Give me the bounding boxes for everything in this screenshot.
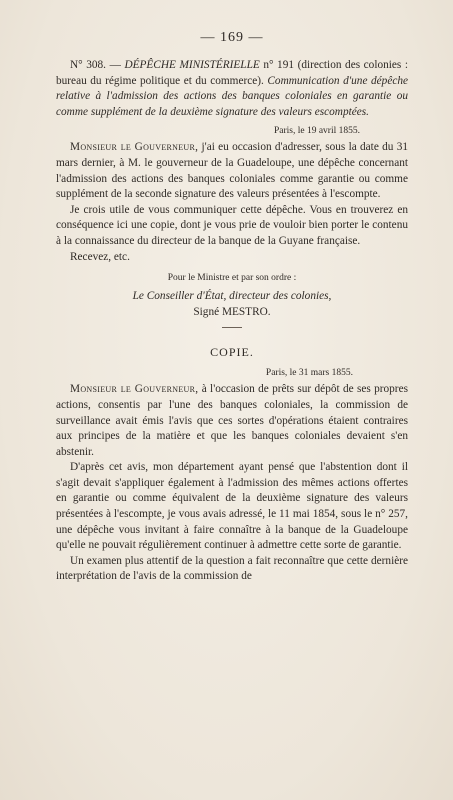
letter-1-salutation: Monsieur le Gouverneur, [70,141,199,154]
letter-1-paragraph-1 [56,140,408,202]
page-number: — 169 — [200,30,264,45]
letter-1-closing: Recevez, etc. [70,250,130,263]
letter-2-paragraph-2: D'après cet avis, mon département ayant pensé que l'abstention dont il s'agit devait s'appliquer également à l'admission des mêmes actions offertes en garantie ou comme équivalent de la deuxième signature des valeurs présentées à l'escompte, je vous avais adressé, le 11 mai 1854, sous le n° 257, une dépêche vous invitant à faire connaître à la banque de la Guadeloupe qu'elle ne pouvait régulièrement continuer à admettre cette sorte de garantie. [56,461,408,552]
dateline-2: Paris, le 31 mars 1855. [265,368,353,379]
letter-2-paragraph-1 [56,382,408,460]
signature-title: Le Conseiller d'État, directeur des colonies, [132,290,332,303]
letter-2-paragraph-3: Un examen plus attentif de la question a fait reconnaître que cette dernière interprétation de l'avis de la commission de [56,554,408,583]
order-line: Pour le Ministre et par son ordre : [167,273,297,284]
dateline-1: Paris, le 19 avril 1855. [273,126,360,137]
letter-2-paragraph-1-text: à l'occasion de prêts sur dépôt de ses propres actions, consentis par l'une des banques coloniales, la commission de surveillance avait émis l'avis que ces sortes d'opérations étaient contraires aux principes de la matière et que les banques coloniales devaient s'en abstenir. [56,383,408,458]
dispatch-title: DÉPÊCHE MINISTÉRIELLE [124,59,260,71]
dispatch-title-number: n° 191 [259,59,298,71]
signature-name: Signé MESTRO. [193,305,271,318]
copie-heading: COPIE. [210,345,254,360]
letter-1-paragraph-1-text: j'ai eu occasion d'adresser, sous la date du 31 mars dernier, à M. le gouverneur de la Guadeloupe, une dépêche concernant l'admission des actions des banques coloniales comme garantie ou comme supplément de la seconde signature des valeurs présentées à l'escompte. [56,141,408,201]
dispatch-heading [56,58,408,120]
dispatch-dash: — [106,59,125,71]
letter-2-salutation: Monsieur le Gouverneur, [70,383,199,396]
section-divider [222,327,242,328]
letter-1-paragraph-2: Je crois utile de vous communiquer cette dépêche. Vous en trouverez en conséquence ici une copie, dont je vous prie de vouloir bien porter le contenu à la connaissance du directeur de la banque de la Guyane française. [56,203,408,247]
dispatch-summary: Communication d'une dépêche relative à l'admission des actions des banques coloniales en garantie ou comme supplément de la deuxième signature des valeurs escomptées. [56,74,409,118]
dispatch-number: N° 308. [70,59,107,71]
dispatch-direction: (direction des colonies : bureau du régime politique et du commerce). [56,59,409,87]
